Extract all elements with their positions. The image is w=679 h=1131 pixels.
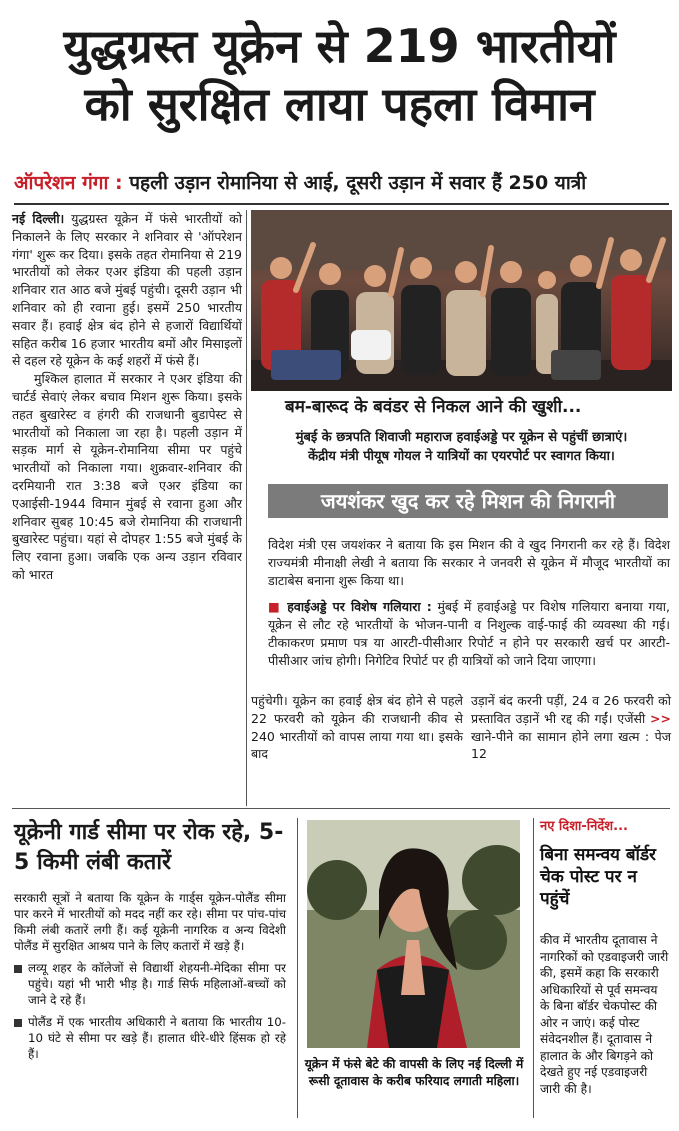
- border-story-body: [14, 890, 286, 1062]
- headline-line-2: को सुरक्षित लाया पहला विमान: [84, 77, 595, 131]
- main-story-para-2: मुश्किल हालात में सरकार ने एअर इंडिया की चार्टर्ड सेवाएं लेकर बचाव मिशन शुरू किया। इसके तहत बुखारेस्ट व हंगरी की राजधानी बुडापेस्ट से भारतीयों को निकाला जा रहा है। पहली उड़ान में सड़क मार्ग से यूक्रेन-रोमानिया सीमा पर पहुंचे भारतीयों को निकाला गया। शुक्रवार-शनिवार की दरमियानी रात 3:38 बजे एअर इंडिया का एआईसी-1944 विमान मुंबई से रवाना हुआ और शनिवार सुबह 10:45 बजे रोमानिया की राजधानी बुखारेस्ट पहुंचा। यहां से दोपहर 1:55 बजे मुंबई के लिए रवाना हुआ। जबकि एक अन्य उड़ान रविवार को भारत: [12, 371, 242, 582]
- photo1-caption-body: [251, 428, 672, 466]
- guidelines-kicker: नए दिशा-निर्देश...: [540, 819, 628, 834]
- border-story-title: यूक्रेनी गार्ड सीमा पर रोक रहे, 5-5 किमी लंबी कतारें: [14, 820, 284, 875]
- jump-reference: खाने-पीने का सामान होने लगा खत्म : पेज 12: [471, 728, 671, 762]
- column-divider: [533, 818, 534, 1118]
- section-divider: [12, 808, 670, 809]
- guidelines-body: कीव में भारतीय दूतावास ने नागरिकों को एडवाइजरी जारी की, इसमें कहा कि सरकारी अधिकारियों से पूर्व समन्वय के बिना बॉर्डर चेकपोस्ट की ओर न जाएं। कई पोस्ट संवेदनशील हैं। दूतावास ने हालात के और बिगड़ने को देखते हुए नई एडवाइजरी जारी की है।: [540, 933, 669, 1096]
- pleading-woman-illustration: [307, 820, 520, 1048]
- airport-students-photo: [251, 210, 672, 391]
- continuation-text: उड़ानें बंद करनी पड़ीं, 24 व 26 फरवरी को प्रस्तावित उड़ानें भी रद्द की गईं। एजेंसी: [471, 693, 671, 726]
- headline-line-1: युद्धग्रस्त यूक्रेन से 219 भारतीयों: [63, 19, 616, 73]
- jump-arrow-icon: >>: [650, 710, 671, 726]
- sidebar-story-body: [268, 536, 670, 670]
- border-story-bullet-1: [14, 960, 286, 1008]
- main-story-continuation-1: पहुंचेगी। यूक्रेन का हवाई क्षेत्र बंद होने से पहले 22 फरवरी को यूक्रेन की राजधानी कीव से 240 भारतीयों को वापस लाया गया था। इसके बाद: [251, 693, 463, 762]
- square-bullet-icon: [14, 1019, 22, 1027]
- sidebar-bullet: [268, 598, 670, 670]
- subheadline: [14, 170, 674, 196]
- border-story-bullet-2: [14, 1014, 286, 1062]
- column-divider: [246, 210, 247, 806]
- dateline: नई दिल्ली।: [12, 211, 65, 226]
- square-bullet-icon: [14, 965, 22, 973]
- border-bullet-2-text: पोलैंड में एक भारतीय अधिकारी ने बताया कि भारतीय 10-10 घंटे से सीमा पर खड़े हैं। हालात धीरे-धीरे हिंसक हो रहे हैं।: [28, 1015, 286, 1061]
- subheadline-label: ऑपरेशन गंगा :: [14, 172, 123, 194]
- guidelines-title: बिना समन्वय बॉर्डर चेक पोस्ट पर न पहुंचें: [540, 845, 656, 909]
- main-story-para-1: [12, 210, 242, 370]
- sidebar-para-1: विदेश मंत्री एस जयशंकर ने बताया कि इस मिशन की वे खुद निगरानी कर रहे हैं। विदेश राज्यमंत्री मीनाक्षी लेखी ने बताया कि सरकार ने जनवरी से यूक्रेन में मौजूद भारतीयों का डाटाबेस बनाना शुरू किया था।: [268, 537, 670, 588]
- sidebar-bullet-text: मुंबई में हवाईअड्डे पर विशेष गलियारा बनाया गया, यूक्रेन से लौट रहे भारतीयों के भोजन-पानी व निशुल्क वाई-फाई की व्यवस्था की गई। टीकाकरण प्रमाण पत्र या आरटी-पीसीआर रिपोर्ट न होने पर सरकारी खर्च पर आरटी-पीसीआर जांच होगी। निगेटिव रिपोर्ट पर ही यात्रियों को जाने दिया जाएगा।: [268, 599, 671, 668]
- main-story-column: [12, 210, 242, 584]
- photo2-caption: यूक्रेन में फंसे बेटे की वापसी के लिए नई दिल्ली में रूसी दूतावास के करीब फरियाद लगाती महिला।: [304, 1057, 524, 1088]
- main-story-continuation-2: [471, 692, 671, 763]
- photo1-caption-line-1: मुंबई के छत्रपति शिवाजी महाराज हवाईअड्डे पर यूक्रेन से पहुंचीं छात्राएं।: [295, 430, 628, 445]
- red-square-bullet-icon: ■: [268, 599, 282, 614]
- subheadline-rule: [14, 203, 669, 205]
- pleading-woman-photo: [307, 820, 520, 1048]
- airport-students-illustration: [251, 210, 672, 391]
- column-divider: [297, 818, 298, 1118]
- photo1-caption-title: बम-बारूद के बवंडर से निकल आने की खुशी...: [285, 397, 582, 417]
- border-bullet-1-text: लव्यू शहर के कॉलेजों से विद्यार्थी शेहयनी-मेदिका सीमा पर पहुंचे। यहां भी भारी भीड़ है। गार्ड सिर्फ महिलाओं-बच्चों को जाने दे रहे हैं।: [28, 961, 286, 1007]
- sidebar-bullet-head: हवाईअड्डे पर विशेष गलियारा :: [287, 599, 432, 614]
- border-story-para: सरकारी सूत्रों ने बताया कि यूक्रेन के गार्ड्स यूक्रेन-पोलैंड सीमा पार करने में भारतीयों को मदद नहीं कर रहे। सीमा पर पांच-पांच किमी लंबी कतारें लगी हैं। कई यूक्रेनी नागरिक व अन्य विदेशी पोलैंड में सुरक्षित आश्रय पाने के लिए कतारों में खड़े हैं।: [14, 891, 286, 953]
- subheadline-text: पहली उड़ान रोमानिया से आई, दूसरी उड़ान में सवार हैं 250 यात्री: [129, 172, 587, 194]
- main-story-para-1-text: युद्धग्रस्त यूक्रेन में फंसे भारतीयों को निकालने के लिए सरकार ने शनिवार से 'ऑपरेशन गंगा' शुरू कर दिया। इसके तहत रोमानिया से 219 भारतीयों को लेकर एअर इंडिया की पहली उड़ान शनिवार रात आठ बजे मुंबई पहुंची। दूसरी उड़ान भी शनिवार को ही रवाना हुई। इसमें 250 भारतीय सवार हैं। हवाई क्षेत्र बंद होने से हजारों विद्यार्थियों सहित करीब 16 हजार भारतीय बमों और मिसाइलों से दहल रहे यूक्रेन के कई शहरों में फंसे हैं।: [12, 211, 242, 369]
- sidebar-heading-band: जयशंकर खुद कर रहे मिशन की निगरानी: [268, 484, 668, 518]
- photo1-caption-line-2: केंद्रीय मंत्री पीयूष गोयल ने यात्रियों का एयरपोर्ट पर स्वागत किया।: [308, 449, 615, 464]
